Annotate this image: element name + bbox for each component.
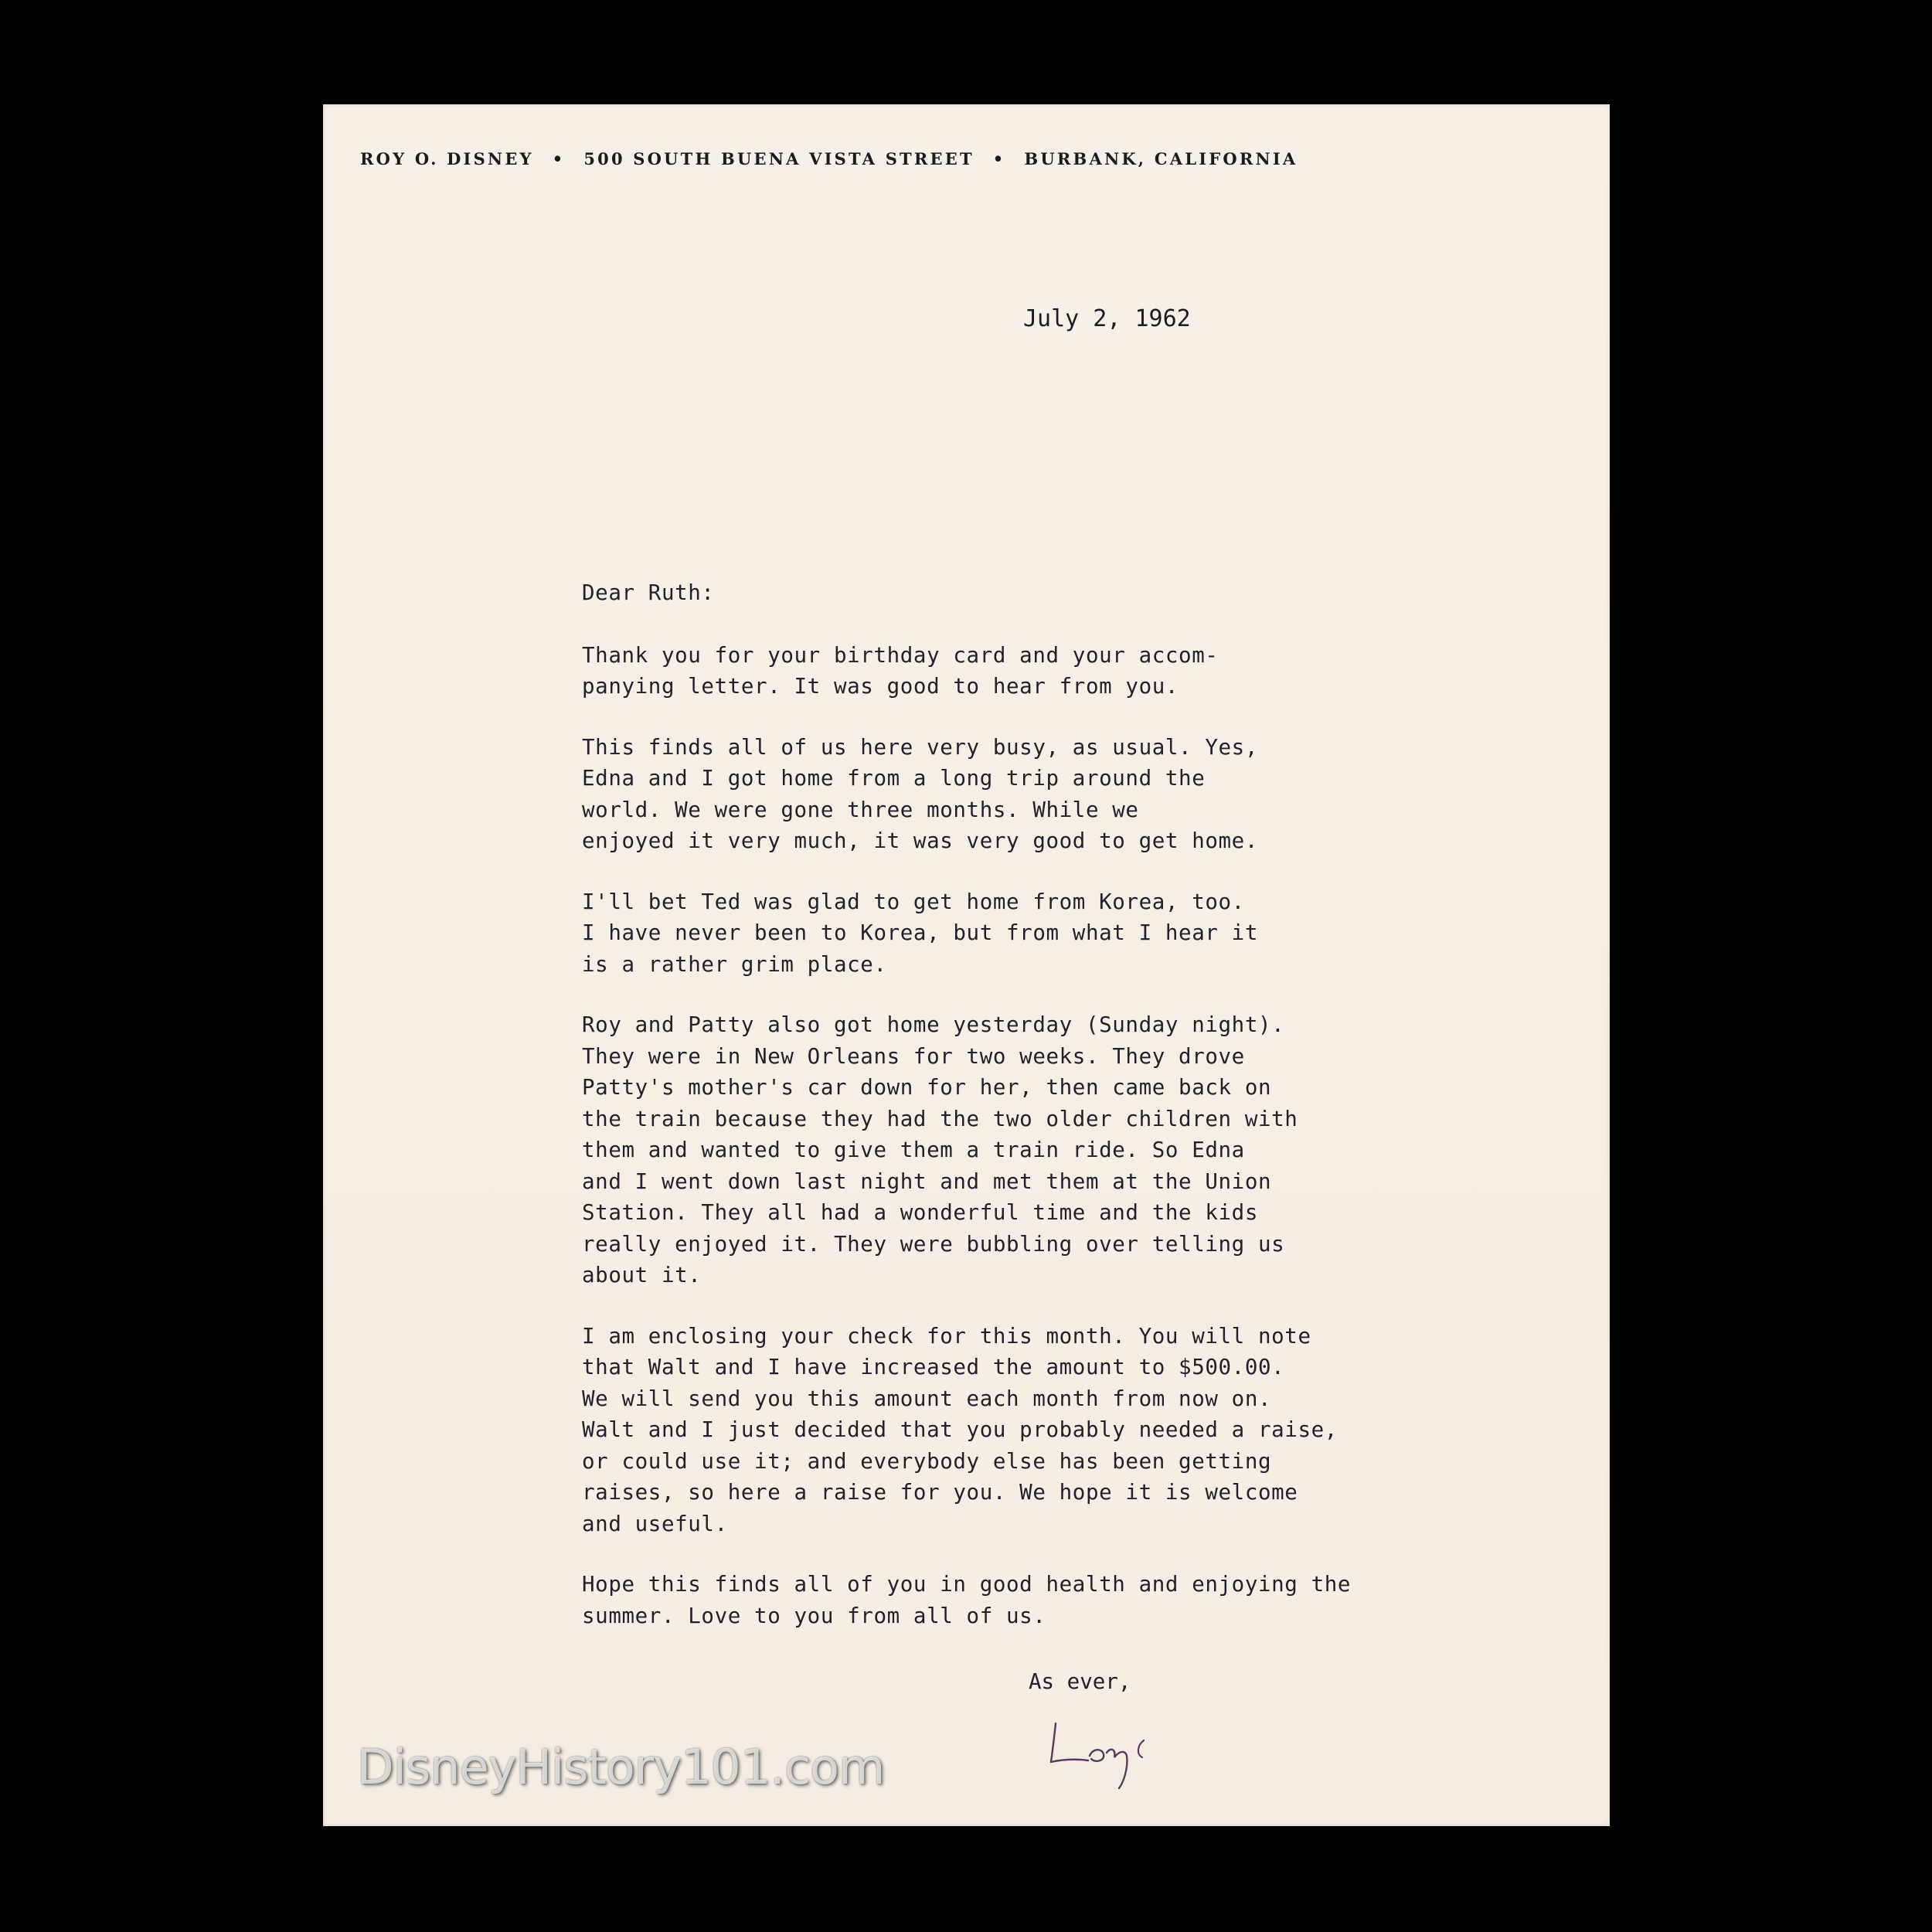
letterhead-name: ROY O. DISNEY xyxy=(360,149,534,168)
site-watermark: DisneyHistory101.com xyxy=(357,1739,885,1795)
salutation: Dear Ruth: xyxy=(582,580,715,605)
text-line: Station. They all had a wonderful time and the kids xyxy=(582,1200,1258,1225)
text-line: the train because they had the two older children with xyxy=(582,1106,1298,1131)
text-line: enjoyed it very much, it was very good to get home. xyxy=(582,828,1258,853)
letterhead xyxy=(360,149,1573,168)
closing: As ever, xyxy=(1029,1669,1131,1694)
paragraph xyxy=(582,1569,1478,1631)
text-line: that Walt and I have increased the amount to $500.00. xyxy=(582,1355,1285,1379)
text-line: really enjoyed it. They were bubbling over telling us xyxy=(582,1231,1285,1257)
text-line: world. We were gone three months. While we xyxy=(582,797,1139,822)
paragraph xyxy=(582,1321,1478,1540)
text-line: them and wanted to give them a train ride. So Edna xyxy=(582,1138,1245,1162)
letter-page xyxy=(323,104,1610,1826)
paragraph xyxy=(582,640,1478,702)
letterhead-city: BURBANK, CALIFORNIA xyxy=(1024,149,1298,168)
text-line: We will send you this amount each month from now on. xyxy=(582,1386,1272,1411)
text-line: raises, so here a raise for you. We hope it is welcome xyxy=(582,1480,1298,1505)
text-line: They were in New Orleans for two weeks. They drove xyxy=(582,1043,1245,1069)
text-line: or could use it; and everybody else has been getting xyxy=(582,1448,1272,1474)
text-line: Hope this finds all of you in good health and enjoying the xyxy=(582,1572,1352,1597)
text-line: Patty's mother's car down for her, then came back on xyxy=(582,1075,1272,1100)
text-line: Thank you for your birthday card and your accom- xyxy=(582,642,1219,668)
letterhead-separator: • xyxy=(992,149,1006,168)
letterhead-separator: • xyxy=(552,149,566,168)
handwritten-signature xyxy=(1042,1708,1196,1793)
text-line: Roy and Patty also got home yesterday (Sunday night). xyxy=(582,1012,1285,1037)
letterhead-street: 500 SOUTH BUENA VISTA STREET xyxy=(583,149,975,168)
text-line: I'll bet Ted was glad to get home from Korea, too. xyxy=(582,889,1245,914)
text-line: I have never been to Korea, but from what I hear it xyxy=(582,920,1258,945)
text-line: panying letter. It was good to hear from you. xyxy=(582,674,1179,699)
letter-date: July 2, 1962 xyxy=(1023,305,1191,332)
text-line: and I went down last night and met them at the Union xyxy=(582,1168,1272,1194)
text-line: and useful. xyxy=(582,1511,728,1536)
letter-body xyxy=(582,577,1478,1661)
text-line: summer. Love to you from all of us. xyxy=(582,1603,1046,1628)
text-line: I am enclosing your check for this month. You will note xyxy=(582,1323,1311,1349)
text-line: Walt and I just decided that you probably needed a raise, xyxy=(582,1417,1338,1442)
paragraph xyxy=(582,1009,1478,1291)
text-line: is a rather grim place. xyxy=(582,951,887,977)
text-line: about it. xyxy=(582,1263,702,1287)
paragraph xyxy=(582,886,1478,981)
paragraph xyxy=(582,732,1478,857)
text-line: Edna and I got home from a long trip around the xyxy=(582,766,1206,791)
text-line: This finds all of us here very busy, as usual. Yes, xyxy=(582,734,1258,760)
